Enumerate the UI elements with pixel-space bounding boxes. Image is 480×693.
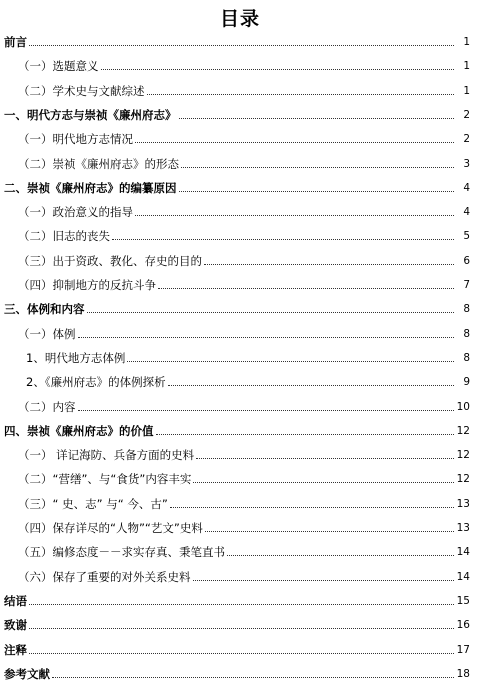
toc-entry-label: （一）明代地方志情况 [18, 132, 133, 147]
dot-leader [170, 506, 454, 508]
dot-leader [135, 214, 454, 216]
toc-page-number: 16 [456, 619, 470, 632]
toc-page-number: 5 [463, 230, 470, 243]
dot-leader [78, 409, 455, 411]
toc-entry[interactable] [0, 446, 480, 462]
toc-entry-label: （五）编修态度－－求实存真、秉笔直书 [18, 545, 225, 560]
toc-page-number: 8 [463, 327, 470, 340]
toc-entry[interactable] [0, 665, 480, 681]
dot-leader [179, 117, 455, 119]
toc-entry-label: （二）崇祯《廉州府志》的形态 [18, 156, 179, 171]
dot-leader [179, 190, 455, 192]
toc-page-number: 13 [456, 522, 470, 534]
toc-entry-label: 三、体例和内容 [4, 302, 85, 317]
toc-entry-label: 注释 [4, 642, 27, 657]
toc-entry[interactable] [0, 252, 480, 268]
dot-leader [168, 384, 454, 386]
toc-entry-label: （二）学术史与文献综述 [18, 83, 145, 98]
toc-page-number: 1 [463, 84, 470, 97]
toc-entry-label: 一、明代方志与崇祯《廉州府志》 [4, 107, 177, 122]
dot-leader [78, 336, 455, 338]
dot-leader [135, 141, 454, 143]
dot-leader [158, 287, 454, 289]
dot-leader [204, 263, 454, 265]
dot-leader [193, 481, 454, 483]
dot-leader [29, 44, 454, 46]
toc-page-number: 18 [456, 667, 470, 680]
dot-leader [193, 579, 455, 581]
toc-entry-label: （四）保存详尽的“人物”“艺文”史料 [18, 521, 203, 535]
dot-leader [52, 676, 454, 678]
toc-entry[interactable] [0, 227, 480, 243]
toc-entry[interactable] [0, 300, 480, 316]
dot-leader [29, 603, 454, 605]
dot-leader [101, 68, 455, 70]
toc-entry-label: （三）出于资政、教化、存史的目的 [18, 253, 202, 268]
dot-leader [227, 554, 454, 556]
toc-entry-label: （三）“ 史、志” 与“ 今、古” [18, 496, 168, 511]
toc-entry-label: 四、崇祯《廉州府志》的价值 [4, 423, 154, 438]
toc-entry[interactable] [0, 422, 480, 438]
toc-entry-label: （一） 详记海防、兵备方面的史料 [18, 448, 195, 463]
toc-page-number: 15 [456, 594, 470, 607]
toc-entry-label: （四）抑制地方的反抗斗争 [18, 278, 156, 292]
dot-leader [196, 457, 454, 459]
toc-page-number: 2 [463, 108, 470, 121]
toc-entry-label: 1、明代地方志体例 [26, 350, 126, 365]
toc-entry[interactable] [0, 57, 480, 73]
toc-entry[interactable] [0, 495, 480, 511]
toc-page-number: 12 [456, 424, 470, 437]
toc-entry[interactable] [0, 519, 480, 535]
toc-page-number: 1 [463, 60, 470, 73]
toc-entry[interactable] [0, 82, 480, 98]
toc-entry-label: 结语 [4, 593, 27, 608]
toc-page-number: 10 [456, 400, 470, 413]
toc-entry[interactable] [0, 179, 480, 195]
toc-page-number: 1 [463, 36, 470, 48]
toc-page-number: 8 [463, 351, 470, 364]
toc-page-number: 3 [463, 157, 470, 170]
dot-leader [205, 530, 454, 532]
toc-page-number: 17 [456, 643, 470, 656]
toc-entry-label: 致谢 [4, 618, 27, 633]
toc-entry-label: （二）“营缮”、与“食货”内容丰实 [18, 472, 192, 487]
toc-page-number: 4 [463, 181, 470, 194]
toc-entry[interactable] [0, 325, 480, 341]
toc-page-number: 13 [456, 497, 470, 510]
dot-leader [112, 238, 454, 240]
toc-entry[interactable] [0, 592, 480, 608]
dot-leader [127, 360, 454, 362]
toc-page-number: 14 [456, 546, 470, 559]
dot-leader [156, 433, 455, 435]
toc-entry-label: （二）旧志的丧失 [18, 229, 110, 244]
toc-page-number: 8 [463, 303, 470, 316]
toc-entry[interactable] [0, 276, 480, 292]
toc-page-number: 6 [463, 254, 470, 267]
toc-entry[interactable] [0, 543, 480, 559]
dot-leader [181, 166, 454, 168]
toc-page-number: 12 [456, 449, 470, 462]
toc-entry[interactable] [0, 373, 480, 389]
dot-leader [29, 627, 454, 629]
toc-page-number: 7 [463, 279, 470, 291]
toc-entry[interactable] [0, 470, 480, 486]
toc-entry[interactable] [0, 398, 480, 414]
toc-entry[interactable] [0, 33, 480, 49]
toc-entry[interactable] [0, 203, 480, 219]
toc-entry-label: （一）选题意义 [18, 59, 99, 74]
toc-entry[interactable] [0, 106, 480, 122]
toc-entry[interactable] [0, 568, 480, 584]
toc-page-number: 12 [456, 473, 470, 486]
toc-title: 目录 [219, 8, 260, 30]
toc-entry[interactable] [0, 349, 480, 365]
toc-entry[interactable] [0, 130, 480, 146]
toc-page-number: 4 [463, 206, 470, 219]
toc-entry-label: 2、《廉州府志》的体例探析 [26, 375, 166, 390]
toc-entry-label: （二）内容 [18, 399, 76, 414]
dot-leader [87, 311, 455, 313]
toc-page-number: 9 [463, 376, 470, 389]
dot-leader [147, 93, 455, 95]
dot-leader [29, 652, 454, 654]
toc-entry[interactable] [0, 641, 480, 657]
toc-entry-label: （一）体例 [18, 326, 76, 341]
toc-entry-label: 参考文献 [4, 666, 50, 681]
toc-entry-label: （六）保存了重要的对外关系史料 [18, 569, 191, 584]
toc-entry-label: 二、崇祯《廉州府志》的编纂原因 [4, 180, 177, 195]
toc-entry[interactable] [0, 616, 480, 632]
toc-entry[interactable] [0, 155, 480, 171]
toc-entry-label: 前言 [4, 35, 27, 49]
toc-page-number: 14 [456, 570, 470, 583]
toc-page-number: 2 [463, 133, 470, 146]
toc-entry-label: （一）政治意义的指导 [18, 205, 133, 220]
